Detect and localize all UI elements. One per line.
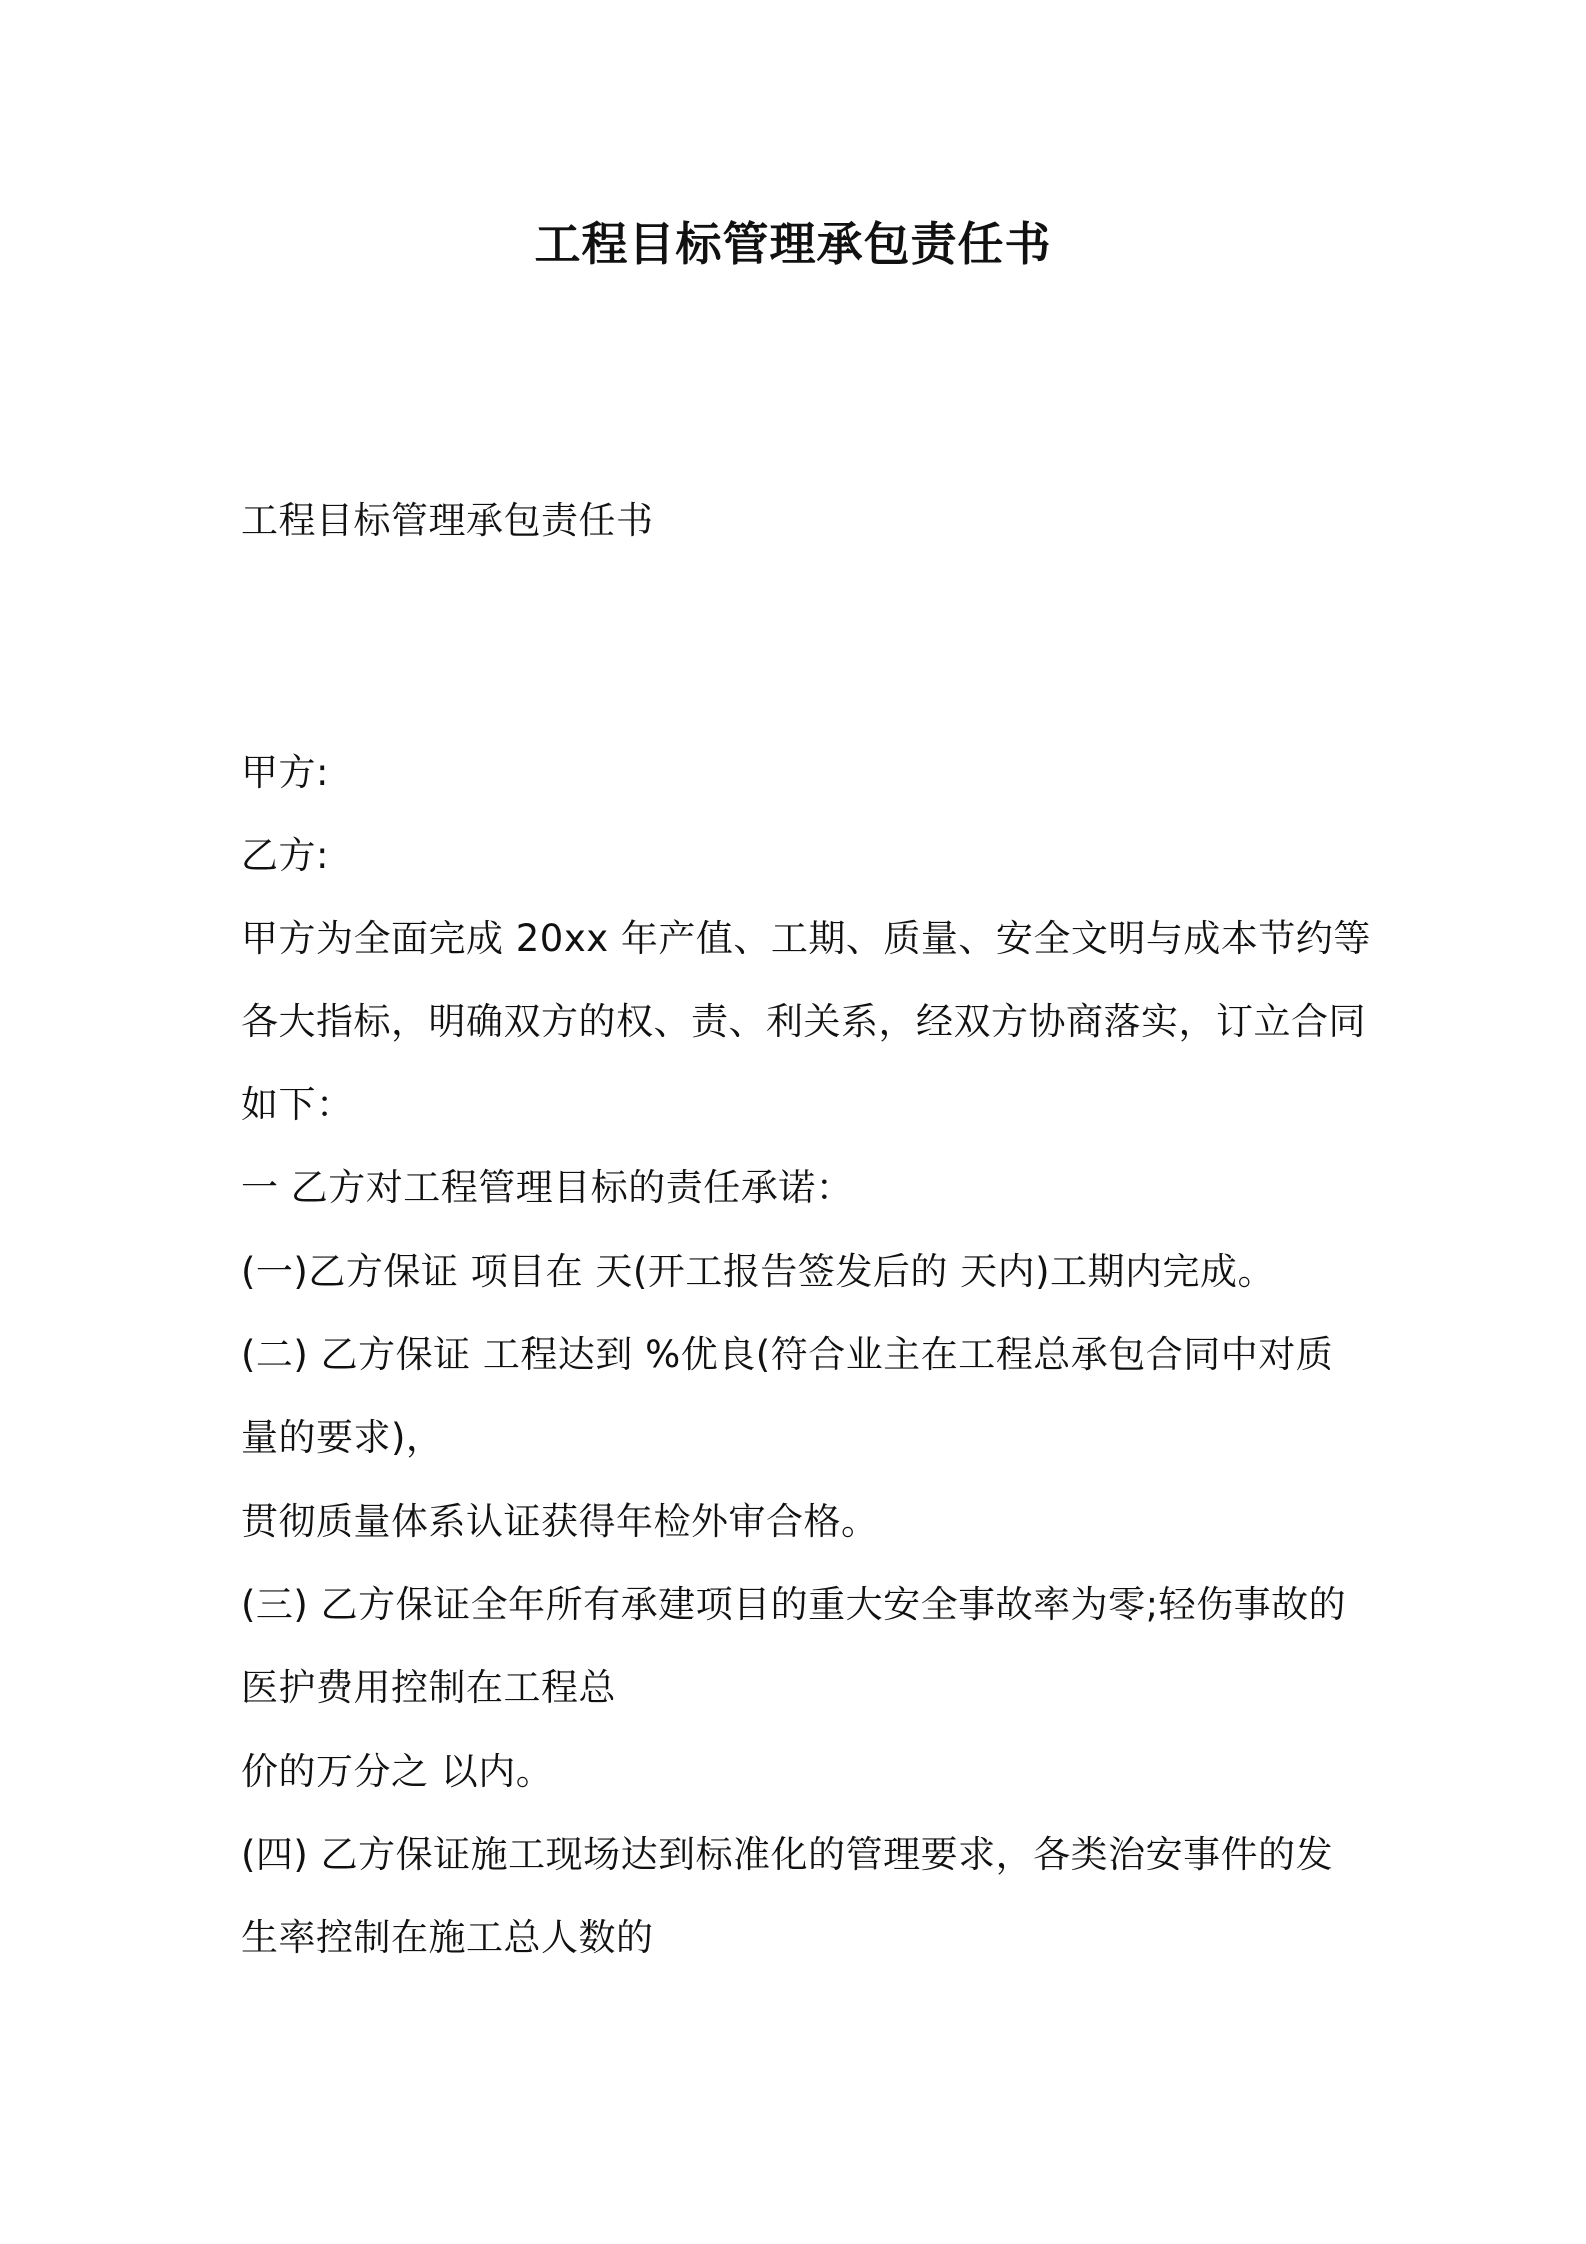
party-b-line: 乙方: (241, 834, 329, 877)
clause-line: (三) 乙方保证全年所有承建项目的重大安全事故率为零;轻伤事故的 (241, 1583, 1347, 1626)
clause-line: (一)乙方保证 项目在 天(开工报告签发后的 天内)工期内完成。 (241, 1250, 1276, 1293)
section-heading: 一 乙方对工程管理目标的责任承诺： (241, 1166, 854, 1209)
clause-line: 贯彻质量体系认证获得年检外审合格。 (241, 1500, 879, 1543)
body-line: 如下： (241, 1083, 354, 1126)
clause-line: (二) 乙方保证 工程达到 %优良(符合业主在工程总承包合同中对质 (241, 1333, 1334, 1376)
clause-line: 量的要求)， (241, 1416, 444, 1459)
subtitle-line: 工程目标管理承包责任书 (241, 499, 654, 542)
clause-line: (四) 乙方保证施工现场达到标准化的管理要求，各类治安事件的发 (241, 1833, 1334, 1876)
body-line: 甲方为全面完成 20xx 年产值、工期、质量、安全文明与成本节约等 (241, 917, 1371, 960)
document-title: 工程目标管理承包责任书 (534, 217, 1052, 271)
clause-line: 生率控制在施工总人数的 (241, 1916, 654, 1959)
clause-line: 价的万分之 以内。 (241, 1750, 554, 1793)
party-a-line: 甲方: (241, 751, 329, 794)
body-line: 各大指标，明确双方的权、责、利关系，经双方协商落实，订立合同 (241, 1000, 1366, 1043)
clause-line: 医护费用控制在工程总 (241, 1666, 616, 1709)
